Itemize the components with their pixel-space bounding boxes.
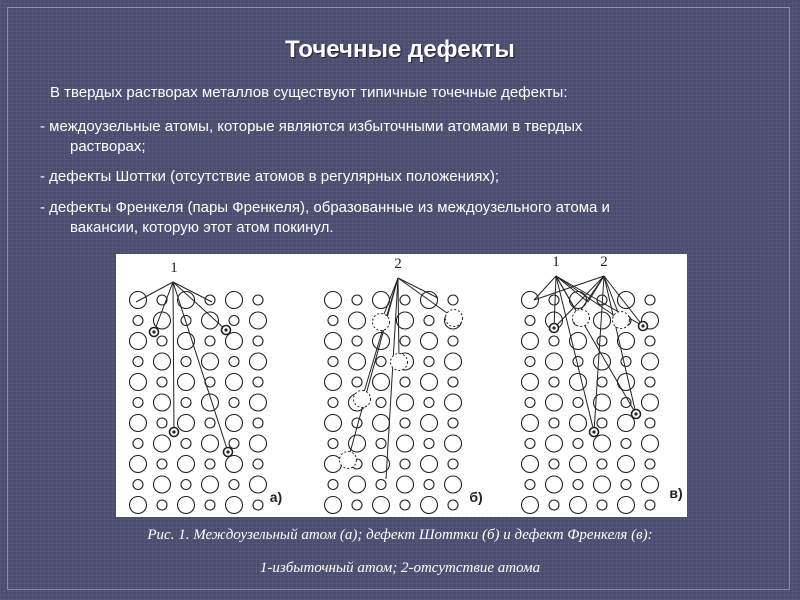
lattice-atom bbox=[549, 336, 559, 346]
lattice-atom bbox=[448, 377, 458, 387]
lattice-atom bbox=[421, 456, 438, 473]
item-line: - дефекты Шоттки (отсутствие атомов в регулярных положениях); bbox=[40, 168, 500, 185]
pointer-line bbox=[173, 282, 174, 432]
lattice-atom bbox=[229, 357, 239, 367]
panel-label: в) bbox=[669, 485, 683, 501]
lattice-atom bbox=[645, 377, 655, 387]
lattice-atom bbox=[642, 476, 659, 493]
lattice-atom bbox=[157, 418, 167, 428]
panel-label: а) bbox=[269, 489, 283, 505]
lattice-atom bbox=[229, 316, 239, 326]
item-line-continued: растворах; bbox=[70, 138, 146, 155]
lattice-atom bbox=[229, 480, 239, 490]
interstitial-atom-core bbox=[224, 328, 227, 331]
lattice-atom bbox=[549, 377, 559, 387]
lattice-atom bbox=[253, 418, 263, 428]
lattice-atom bbox=[226, 415, 243, 432]
lattice-atom bbox=[157, 500, 167, 510]
lattice-atom bbox=[178, 497, 195, 514]
lattice-atom bbox=[445, 476, 462, 493]
lattice-atom bbox=[424, 439, 434, 449]
pointer-line bbox=[154, 282, 173, 332]
lattice-atom bbox=[448, 418, 458, 428]
pointer-line bbox=[588, 276, 604, 302]
lattice-atom bbox=[373, 415, 390, 432]
lattice-atom bbox=[421, 333, 438, 350]
interstitial-atom-core bbox=[592, 430, 595, 433]
figure-caption: Рис. 1. Междоузельный атом (а); дефект Шоттки (б) и дефект Френкеля (в): bbox=[147, 527, 653, 543]
lattice-atom bbox=[618, 374, 635, 391]
lattice-atom bbox=[597, 336, 607, 346]
defect-item-frenkel bbox=[40, 198, 740, 238]
lattice-atom bbox=[325, 333, 342, 350]
lattice-atom bbox=[130, 497, 147, 514]
lattice-atom bbox=[154, 353, 171, 370]
lattice-atom bbox=[202, 476, 219, 493]
lattice-atom bbox=[253, 500, 263, 510]
lattice-atom bbox=[325, 497, 342, 514]
lattice-atom bbox=[250, 435, 267, 452]
item-line: - дефекты Френкеля (пары Френкеля), образованные из междоузельного атома и bbox=[40, 199, 610, 216]
lattice-atom bbox=[349, 312, 366, 329]
lattice-atom bbox=[253, 295, 263, 305]
lattice-atom bbox=[349, 476, 366, 493]
lattice-atom bbox=[205, 418, 215, 428]
lattice-atom bbox=[181, 357, 191, 367]
lattice-atom bbox=[181, 439, 191, 449]
lattice-atom bbox=[522, 497, 539, 514]
lattice-atom bbox=[421, 497, 438, 514]
lattice-atom bbox=[549, 500, 559, 510]
vacancy bbox=[373, 314, 390, 331]
lattice-atom bbox=[133, 439, 143, 449]
lattice-atom bbox=[133, 398, 143, 408]
defect-marker-label: 1 bbox=[552, 254, 560, 270]
lattice-atom bbox=[597, 459, 607, 469]
item-line-continued: вакансии, которую этот атом покинул. bbox=[70, 219, 334, 236]
interstitial-atom-core bbox=[634, 412, 637, 415]
lattice-atom bbox=[570, 497, 587, 514]
lattice-atom bbox=[522, 292, 539, 309]
lattice-atom bbox=[448, 459, 458, 469]
lattice-atom bbox=[202, 435, 219, 452]
lattice-atom bbox=[352, 295, 362, 305]
lattice-atom bbox=[621, 480, 631, 490]
lattice-atom bbox=[352, 377, 362, 387]
lattice-atom bbox=[325, 456, 342, 473]
lattice-atom bbox=[178, 415, 195, 432]
lattice-atom bbox=[226, 497, 243, 514]
lattice-atom bbox=[621, 439, 631, 449]
lattice-atom bbox=[349, 353, 366, 370]
panel-label: б) bbox=[469, 489, 483, 505]
lattice-atom bbox=[226, 333, 243, 350]
interstitial-atom-core bbox=[226, 450, 229, 453]
lattice-atom bbox=[549, 295, 559, 305]
lattice-atom bbox=[178, 456, 195, 473]
lattice-atom bbox=[397, 435, 414, 452]
lattice-atom bbox=[205, 295, 215, 305]
lattice-atom bbox=[525, 480, 535, 490]
lattice-atom bbox=[549, 418, 559, 428]
vacancy bbox=[613, 312, 630, 329]
lattice-atom bbox=[229, 439, 239, 449]
lattice-atom bbox=[400, 377, 410, 387]
lattice-atom bbox=[325, 374, 342, 391]
lattice-atom bbox=[448, 295, 458, 305]
lattice-atom bbox=[424, 480, 434, 490]
lattice-atom bbox=[157, 336, 167, 346]
defect-marker-label: 2 bbox=[600, 254, 608, 270]
lattice-atom bbox=[376, 357, 386, 367]
lattice-atom bbox=[325, 292, 342, 309]
lattice-atom bbox=[328, 357, 338, 367]
lattice-atom bbox=[157, 377, 167, 387]
lattice-atom bbox=[325, 415, 342, 432]
lattice-atom bbox=[130, 456, 147, 473]
lattice-atom bbox=[130, 292, 147, 309]
lattice-atom bbox=[130, 333, 147, 350]
lattice-atom bbox=[253, 459, 263, 469]
panel-schottky bbox=[325, 256, 483, 514]
lattice-atom bbox=[250, 312, 267, 329]
pointer-line bbox=[386, 278, 398, 479]
lattice-atom bbox=[618, 497, 635, 514]
lattice-atom bbox=[621, 357, 631, 367]
lattice-atom bbox=[522, 333, 539, 350]
lattice-diagram bbox=[116, 254, 687, 517]
lattice-atom bbox=[250, 476, 267, 493]
pointer-line bbox=[554, 276, 556, 328]
lattice-atom bbox=[328, 316, 338, 326]
lattice-atom bbox=[373, 374, 390, 391]
lattice-atom bbox=[594, 476, 611, 493]
lattice-atom bbox=[178, 374, 195, 391]
lattice-atom bbox=[373, 497, 390, 514]
panel-frenkel bbox=[522, 254, 683, 514]
vacancy bbox=[340, 452, 357, 469]
lattice-atom bbox=[522, 415, 539, 432]
lattice-atom bbox=[573, 480, 583, 490]
defect-item-schottky bbox=[40, 167, 740, 187]
interstitial-atom-core bbox=[641, 324, 644, 327]
lattice-atom bbox=[645, 500, 655, 510]
defect-item-interstitial bbox=[40, 117, 740, 157]
lattice-atom bbox=[181, 480, 191, 490]
lattice-atom bbox=[181, 398, 191, 408]
lattice-atom bbox=[645, 459, 655, 469]
interstitial-atom-core bbox=[552, 326, 555, 329]
lattice-atom bbox=[133, 357, 143, 367]
lattice-atom bbox=[618, 292, 635, 309]
lattice-atom bbox=[546, 435, 563, 452]
lattice-atom bbox=[424, 316, 434, 326]
lattice-atom bbox=[226, 374, 243, 391]
lattice-atom bbox=[573, 439, 583, 449]
lattice-atom bbox=[205, 459, 215, 469]
lattice-atom bbox=[645, 336, 655, 346]
defect-marker-label: 2 bbox=[394, 256, 402, 272]
lattice-atom bbox=[229, 398, 239, 408]
lattice-atom bbox=[400, 459, 410, 469]
lattice-atom bbox=[645, 418, 655, 428]
vacancy bbox=[391, 354, 408, 371]
lattice-atom bbox=[397, 394, 414, 411]
lattice-atom bbox=[642, 394, 659, 411]
lattice-atom bbox=[154, 394, 171, 411]
intro-text: В твердых растворах металлов существуют типичные точечные дефекты: bbox=[50, 84, 568, 101]
lattice-atom bbox=[522, 374, 539, 391]
interstitial-atom-core bbox=[152, 330, 155, 333]
lattice-atom bbox=[525, 316, 535, 326]
lattice-atom bbox=[525, 439, 535, 449]
lattice-atom bbox=[352, 336, 362, 346]
lattice-atom bbox=[570, 415, 587, 432]
lattice-atom bbox=[157, 459, 167, 469]
lattice-atom bbox=[205, 500, 215, 510]
lattice-atom bbox=[226, 292, 243, 309]
lattice-atom bbox=[181, 316, 191, 326]
defects-figure bbox=[116, 254, 687, 517]
lattice-atom bbox=[642, 435, 659, 452]
lattice-atom bbox=[328, 398, 338, 408]
lattice-atom bbox=[573, 398, 583, 408]
lattice-atom bbox=[376, 480, 386, 490]
slide-title: Точечные дефекты bbox=[285, 36, 515, 63]
lattice-atom bbox=[448, 336, 458, 346]
lattice-atom bbox=[642, 353, 659, 370]
lattice-atom bbox=[525, 398, 535, 408]
pointer-line bbox=[594, 276, 604, 432]
interstitial-atom-core bbox=[172, 430, 175, 433]
pointer-line bbox=[398, 278, 399, 362]
lattice-atom bbox=[448, 500, 458, 510]
lattice-atom bbox=[618, 456, 635, 473]
lattice-atom bbox=[570, 456, 587, 473]
lattice-atom bbox=[253, 377, 263, 387]
lattice-atom bbox=[445, 435, 462, 452]
vacancy bbox=[446, 310, 463, 327]
lattice-atom bbox=[400, 295, 410, 305]
lattice-atom bbox=[421, 415, 438, 432]
lattice-atom bbox=[397, 476, 414, 493]
lattice-atom bbox=[376, 398, 386, 408]
lattice-atom bbox=[424, 357, 434, 367]
lattice-atom bbox=[328, 439, 338, 449]
lattice-atom bbox=[157, 295, 167, 305]
lattice-atom bbox=[424, 398, 434, 408]
lattice-atom bbox=[400, 418, 410, 428]
lattice-atom bbox=[130, 374, 147, 391]
lattice-atom bbox=[376, 439, 386, 449]
panel-interstitial bbox=[130, 260, 283, 514]
lattice-atom bbox=[546, 476, 563, 493]
lattice-atom bbox=[445, 353, 462, 370]
lattice-atom bbox=[594, 435, 611, 452]
vacancy bbox=[573, 310, 590, 327]
vacancy bbox=[354, 391, 371, 408]
lattice-atom bbox=[549, 459, 559, 469]
lattice-atom bbox=[202, 353, 219, 370]
lattice-atom bbox=[250, 353, 267, 370]
lattice-atom bbox=[328, 480, 338, 490]
defect-marker-label: 1 bbox=[170, 260, 178, 276]
lattice-atom bbox=[400, 500, 410, 510]
lattice-atom bbox=[205, 336, 215, 346]
lattice-atom bbox=[546, 353, 563, 370]
lattice-atom bbox=[154, 435, 171, 452]
lattice-atom bbox=[226, 456, 243, 473]
lattice-atom bbox=[546, 394, 563, 411]
lattice-atom bbox=[154, 476, 171, 493]
lattice-atom bbox=[421, 374, 438, 391]
lattice-atom bbox=[133, 316, 143, 326]
lattice-atom bbox=[522, 456, 539, 473]
lattice-atom bbox=[597, 418, 607, 428]
lattice-atom bbox=[645, 295, 655, 305]
lattice-atom bbox=[253, 336, 263, 346]
lattice-atom bbox=[133, 480, 143, 490]
lattice-atom bbox=[352, 500, 362, 510]
item-line: - междоузельные атомы, которые являются избыточными атомами в твердых bbox=[40, 118, 583, 135]
lattice-atom bbox=[250, 394, 267, 411]
lattice-atom bbox=[597, 377, 607, 387]
lattice-atom bbox=[570, 374, 587, 391]
figure-caption-legend: 1-избыточный атом; 2-отсутствие атома bbox=[259, 560, 541, 576]
lattice-atom bbox=[445, 394, 462, 411]
lattice-atom bbox=[130, 415, 147, 432]
lattice-atom bbox=[597, 500, 607, 510]
lattice-atom bbox=[525, 357, 535, 367]
lattice-atom bbox=[400, 336, 410, 346]
